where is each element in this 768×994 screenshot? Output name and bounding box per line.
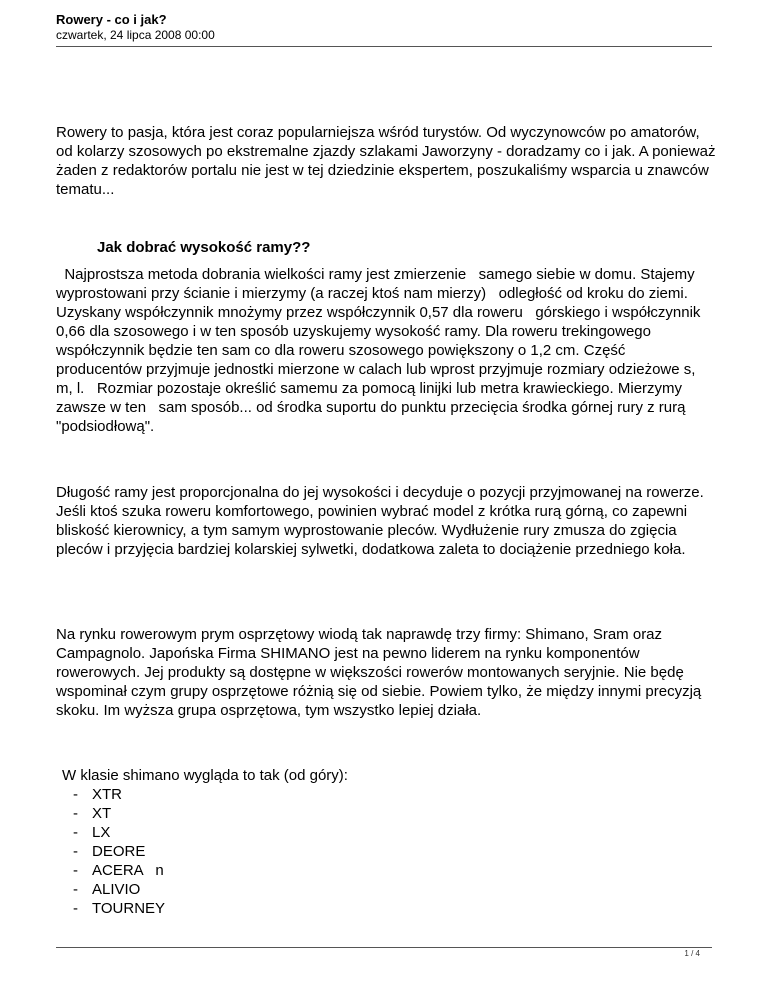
section-heading: Jak dobrać wysokość ramy?? (97, 239, 311, 256)
frame-height-paragraph: Najprostsza metoda dobrania wielkości ramy jest zmierzenie samego siebie w domu. Stajemy wyprostowani przy ścianie i mierzymy (a raczej ktoś nam mierzy) odległość od kroku do ziemi. Uzyskany współczynnik mnożymy przez współczynnik 0,57 dla roweru górskiego i współczynnik 0,66 dla szosowego i w ten sposób uzyskujemy wysokość ramy. Dla roweru trekingowego współczynnik będzie ten sam co dla roweru szosowego powiększony o 1,2 cm. Część producentów przyjmuje jednostki mierzone w calach lub wprost przyjmuje rozmiary odzieżowe s, m, l. Rozmiar pozostaje określić samemu za pomocą linijki lub metra krawieckiego. Mierzymy zawsze w ten sam sposób... od środka suportu do punktu przecięcia środka górnej rury z rurą "podsiodłową". (56, 266, 705, 435)
intro-paragraph: Rowery to pasja, która jest coraz popularniejsza wśród turystów. Od wyczynowców po amatorów, od kolarzy szosowych po ekstremalne zjazdy szlakami Jaworzyny - doradzamy co i jak. A ponieważ żaden z redaktorów portalu nie jest w tej dziedzinie ekspertem, poszukaliśmy wsparcia u znawców tematu... (56, 124, 716, 198)
shimano-groups-list (62, 785, 348, 918)
list-item: - LX (73, 824, 111, 841)
list-item: - TOURNEY (73, 900, 166, 917)
shimano-list-block (62, 766, 348, 918)
list-item: - ALIVIO (73, 881, 141, 898)
header-divider (56, 46, 712, 47)
document-date: czwartek, 24 lipca 2008 00:00 (56, 28, 215, 42)
document-title: Rowery - co i jak? (56, 12, 167, 27)
list-item: - XTR (73, 786, 122, 803)
list-intro: W klasie shimano wygląda to tak (od góry): (62, 767, 348, 784)
page-number: 1 / 4 (684, 949, 700, 958)
footer-divider (56, 947, 712, 948)
document-header (56, 12, 215, 43)
list-item: - DEORE (73, 843, 146, 860)
groupset-paragraph: Na rynku rowerowym prym osprzętowy wiodą tak naprawdę trzy firmy: Shimano, Sram oraz Campagnolo. Japońska Firma SHIMANO jest na pewno liderem na rynku komponentów rowerowych. Jej produkty są dostępne w większości rowerów montowanych seryjnie. Nie będę wspominał czym grupy osprzętowe różnią się od siebie. Powiem tylko, że między innymi precyzją skoku. Im wyższa grupa osprzętowa, tym wszystko lepiej działa. (56, 626, 702, 719)
list-item: - ACERA n (73, 862, 164, 879)
list-item: - XT (73, 805, 112, 822)
frame-length-paragraph: Długość ramy jest proporcjonalna do jej wysokości i decyduje o pozycji przyjmowanej na rowerze. Jeśli ktoś szuka roweru komfortowego, powinien wybrać model z krótka rurą górną, co zapewni bliskość kierownicy, a tym samym wyprostowanie pleców. Wydłużenie rury zmusza do zgięcia pleców i przyjęcia bardziej kolarskiej sylwetki, dodatkowa zaleta to dociążenie przedniego koła. (56, 484, 704, 558)
